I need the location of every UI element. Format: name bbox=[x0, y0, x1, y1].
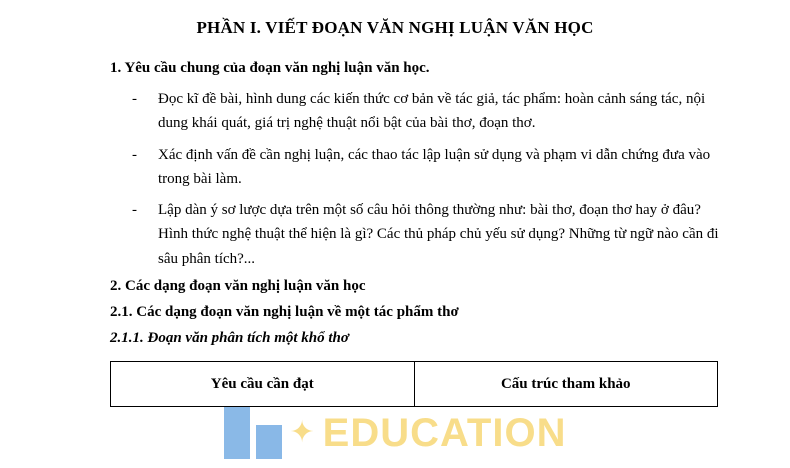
watermark bbox=[0, 398, 790, 468]
watermark-star-icon: ✦ bbox=[289, 416, 315, 449]
section-2-heading: 2. Các dạng đoạn văn nghị luận văn học bbox=[110, 278, 366, 295]
table-header-cell-structure: Cấu trúc tham khảo bbox=[414, 362, 718, 407]
section-1-heading: 1. Yêu cầu chung của đoạn văn nghị luận văn học. bbox=[110, 60, 430, 76]
section-2-1-heading: 2.1. Các dạng đoạn văn nghị luận về một tác phẩm thơ bbox=[110, 304, 459, 321]
section-1-bullet-list bbox=[66, 87, 724, 271]
watermark-inner bbox=[224, 407, 567, 459]
dash-bullet-icon: - bbox=[132, 202, 137, 219]
page-title: PHẦN I. VIẾT ĐOẠN VĂN NGHỊ LUẬN VĂN HỌC bbox=[196, 18, 594, 37]
list-item bbox=[132, 143, 724, 192]
list-item bbox=[132, 87, 724, 136]
section-2-1-1-heading: 2.1.1. Đoạn văn phân tích một khổ thơ bbox=[110, 330, 349, 347]
list-item-text: Đọc kĩ đề bài, hình dung các kiến thức cơ bản về tác giả, tác phẩm: hoàn cảnh sáng tác, nội dung khái quát, giá trị nghệ thuật nổi bật của bài thơ, đoạn thơ. bbox=[158, 91, 706, 132]
requirements-table bbox=[110, 361, 718, 407]
dash-bullet-icon: - bbox=[132, 146, 137, 163]
table-row bbox=[111, 362, 718, 407]
list-item-text: Lập dàn ý sơ lược dựa trên một số câu hỏi thông thường như: bài thơ, đoạn thơ hay ở đâu? Hình thức nghệ thuật thể hiện là gì? Các thủ pháp chủ yếu sử dụng? Những từ ngữ nào cần đi sâu phân tích?... bbox=[158, 202, 719, 267]
table-header bbox=[111, 362, 718, 407]
table-header-cell-requirements: Yêu cầu cần đạt bbox=[111, 362, 415, 407]
list-item bbox=[132, 198, 724, 271]
list-item-text: Xác định vấn đề cần nghị luận, các thao tác lập luận sử dụng và phạm vi dẫn chứng đưa vào trong bài làm. bbox=[158, 146, 711, 187]
watermark-bar-short-icon bbox=[256, 425, 282, 459]
watermark-text: EDUCATION bbox=[322, 410, 567, 455]
watermark-bar-icon bbox=[224, 407, 250, 459]
dash-bullet-icon: - bbox=[132, 91, 137, 107]
